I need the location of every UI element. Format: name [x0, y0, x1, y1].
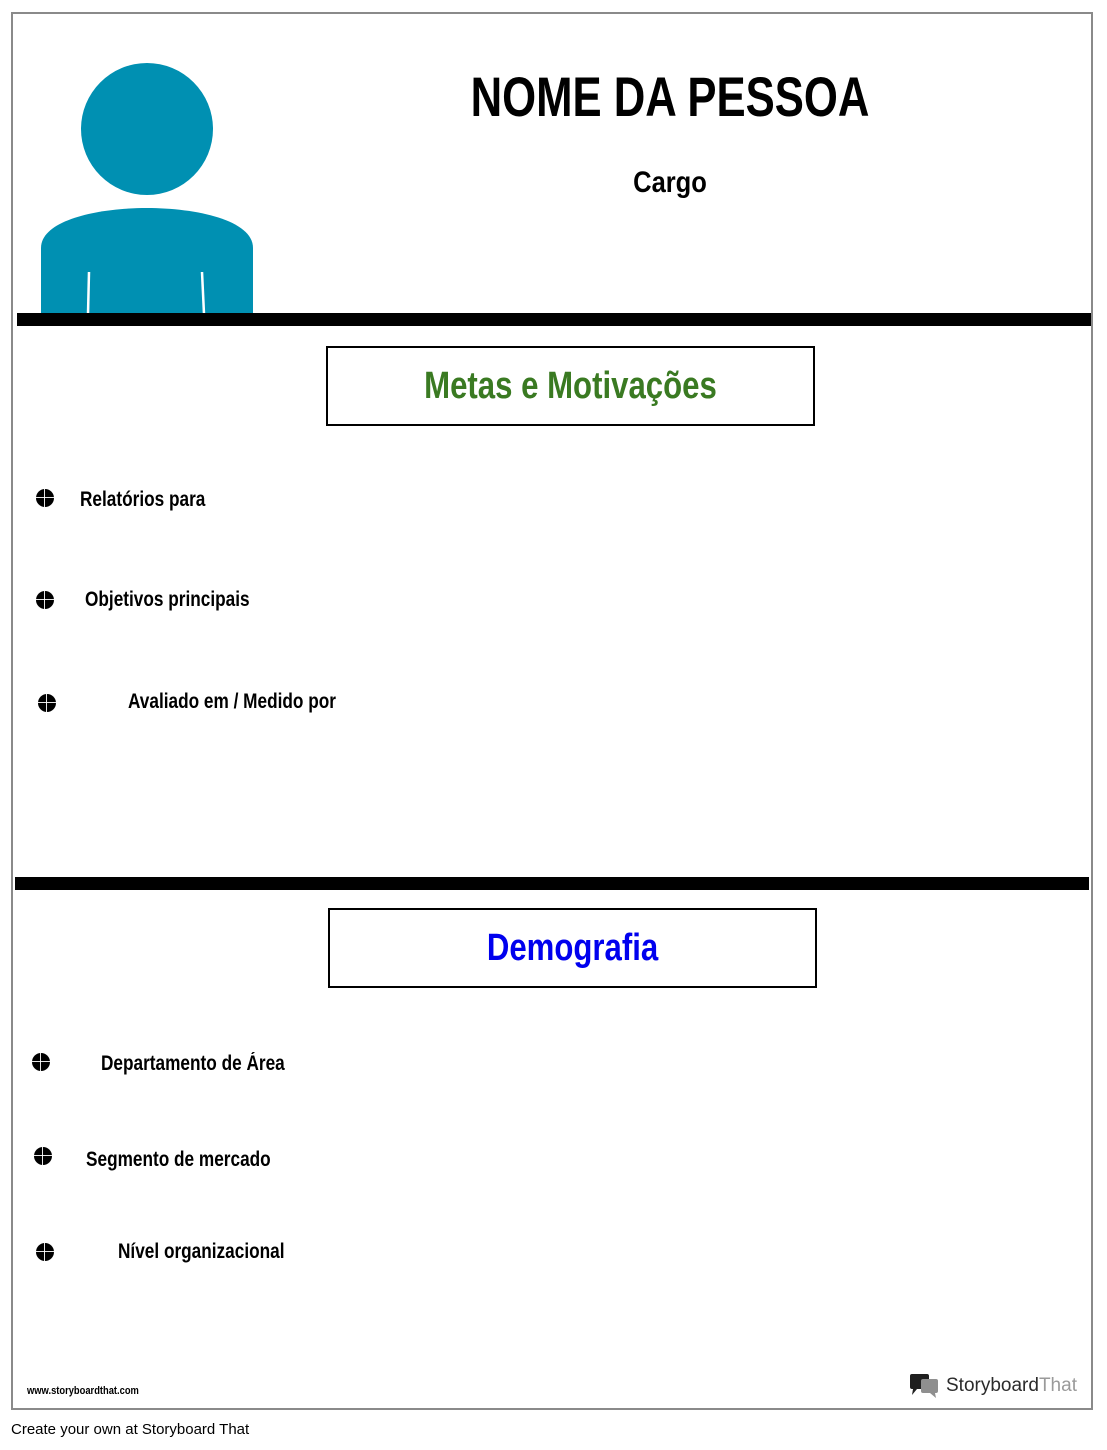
divider-middle: [15, 877, 1089, 890]
section-heading-goals: Metas e Motivações: [424, 364, 717, 407]
item-reports-to: Relatórios para: [80, 488, 206, 511]
create-your-own-caption[interactable]: Create your own at Storyboard That: [11, 1421, 250, 1438]
section-heading-box-demographics: [328, 908, 817, 988]
item-department: Departamento de Área: [101, 1052, 285, 1075]
item-org-level: Nível organizacional: [118, 1240, 285, 1263]
bullet-icon: [38, 694, 56, 712]
footer-url[interactable]: www.storyboardthat.com: [27, 1385, 139, 1397]
person-role: Cargo: [633, 166, 707, 199]
item-measured-by: Avaliado em / Medido por: [128, 690, 336, 713]
item-main-goals: Objetivos principais: [85, 588, 250, 611]
avatar-body: [41, 208, 253, 314]
brand-name-part1: Storyboard: [946, 1375, 1039, 1396]
item-market-segment: Segmento de mercado: [86, 1148, 271, 1171]
divider-top: [17, 313, 1091, 326]
bullet-icon: [36, 591, 54, 609]
section-heading-demographics: Demografia: [486, 926, 659, 969]
bullet-icon: [36, 1243, 54, 1261]
speech-bubbles-icon: [908, 1373, 940, 1399]
avatar-head: [81, 63, 213, 195]
bullet-icon: [36, 489, 54, 507]
storyboardthat-logo[interactable]: [908, 1372, 1077, 1400]
section-heading-box-goals: [326, 346, 815, 426]
brand-name-part2: That: [1038, 1375, 1077, 1396]
bullet-icon: [32, 1053, 50, 1071]
bullet-icon: [34, 1147, 52, 1165]
person-silhouette-icon: [38, 60, 256, 314]
person-name: NOME DA PESSOA: [470, 65, 870, 128]
